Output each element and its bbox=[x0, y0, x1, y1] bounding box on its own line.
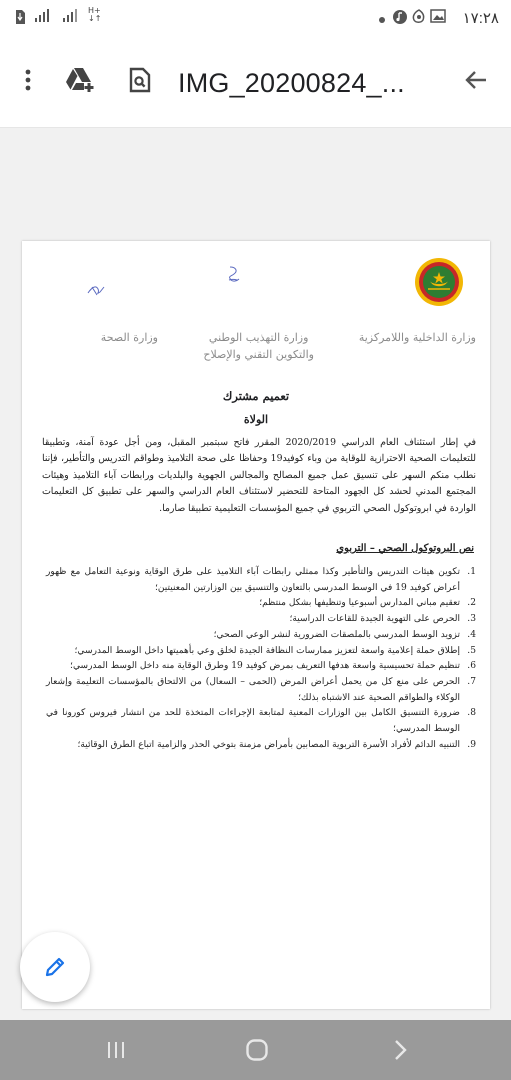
list-item: 2. تعقيم مباني المدارس أسبوعيا وتنظيفها بشكل منتظم؛ bbox=[259, 598, 476, 609]
dot-icon bbox=[378, 13, 386, 28]
protocol-title: نص البروتوكول الصحي – التربوي bbox=[336, 543, 474, 554]
edit-pencil-icon bbox=[43, 955, 67, 979]
document-title: تعميم مشترك bbox=[222, 389, 290, 403]
file-title: IMG_20200824_... bbox=[178, 68, 405, 98]
find-in-page-icon[interactable] bbox=[120, 60, 160, 100]
list-item: 9. التنبيه الدائم لأفراد الأسرة التربوية المصابين بأمراض مزمنة بتوخي الحذر والزامية اتباع الطرق الوقائية؛ bbox=[77, 739, 476, 750]
signature-mark bbox=[86, 283, 106, 297]
back-icon[interactable] bbox=[380, 1032, 420, 1068]
add-to-drive-icon[interactable] bbox=[60, 60, 100, 100]
document-addressee: الولاة bbox=[243, 413, 269, 426]
list-item: 1. تكوين هيئات التدريس والتأطير وكذا ممثلي رابطات آباء التلاميذ على طرق الوقاية ونوعية التعامل مع ظهور أعراض كوفيد 19 في الوسط المدرسي بالتعاون والتنسيق بين الوزارتين المعنيتين؛ bbox=[46, 567, 476, 593]
ministry-health: وزارة الصحة bbox=[100, 331, 158, 344]
clock-time: ١٧:٢٨ bbox=[462, 10, 499, 27]
status-bar bbox=[0, 0, 511, 36]
signal-icon bbox=[34, 9, 52, 27]
music-icon bbox=[392, 9, 408, 29]
back-arrow-icon[interactable] bbox=[456, 60, 496, 100]
recents-icon[interactable] bbox=[96, 1032, 136, 1068]
al-jazeera-icon bbox=[411, 9, 427, 29]
national-emblem-seal bbox=[414, 257, 464, 307]
ministries-header bbox=[66, 329, 476, 369]
list-item: 5. إطلاق حملة إعلامية واسعة لتعزيز ممارسات النظافة الجيدة لخلق وعي بأهميتها داخل الوسط المدرسي؛ bbox=[74, 645, 476, 656]
ministry-education: وزارة التهذيب الوطني والتكوين التقني والإصلاح bbox=[203, 331, 314, 361]
sd-card-icon bbox=[14, 9, 26, 29]
edit-button[interactable] bbox=[20, 932, 90, 1002]
list-item: 7. الحرص على منع كل من يحمل أعراض المرض (الحمى – السعال) من الالتحاق بالمؤسسات التعليمة وإشعار الوكلاء والطواقم الصحية عند الاشتباه بذلك؛ bbox=[46, 676, 476, 703]
list-item: 4. تزويد الوسط المدرسي بالملصقات الضرورية لنشر الوعي الصحي؛ bbox=[213, 629, 476, 640]
ministry-interior: وزارة الداخلية واللامركزية bbox=[358, 331, 476, 344]
signature-mark bbox=[225, 264, 243, 284]
more-vert-icon[interactable] bbox=[8, 60, 48, 100]
intro-paragraph: في إطار استئناف العام الدراسي 2020/2019 المقرر فاتح سبتمبر المقبل، ومن أجل عودة آمنة، وتطبيقا للتعليمات الصحية الاحترازية للوقاية من وباء كوفيد19 وحفاظا على صحة التلاميذ وطواقم التدريس والتأطير، فإننا نطلب منكم السهر على تنسيق عمل جميع المصالح والمجالس الجهوية والبلديات ورابطات آباء التلاميذ وهيئات المجتمع المدني لحشد كل الجهود المتاحة للتحضير لاستئناف العام الدراسي والسهر على تطبيق كل التعليمات الواردة في ابروتوكول الصحي التربوي في جميع المؤسسات التعليمية تطبيقا صارما. bbox=[42, 437, 477, 514]
list-item: 6. تنظيم حملة تحسيسية واسعة هدفها التعريف بمرض كوفيد 19 وطرق الوقاية منه داخل الوسط المدرسي؛ bbox=[70, 661, 476, 672]
list-item: 8. ضرورة التنسيق الكامل بين الوزارات المعنية لمتابعة الإجراءات المتخذة للحد من انتشار فيروس كورونا في الوسط المدرسي؛ bbox=[46, 708, 476, 735]
system-nav-bar bbox=[0, 1020, 511, 1080]
list-item: 3. الحرص على التهوية الجيدة للقاعات الدراسية؛ bbox=[289, 614, 476, 625]
image-icon bbox=[430, 9, 446, 27]
protocol-list bbox=[46, 565, 476, 753]
document-page bbox=[22, 241, 490, 1009]
h-plus-icon: H+ ↓↑ bbox=[88, 6, 102, 23]
document-viewer[interactable] bbox=[0, 128, 511, 1020]
app-bar bbox=[0, 36, 511, 128]
signal-icon bbox=[62, 9, 80, 27]
home-icon[interactable] bbox=[237, 1032, 277, 1068]
